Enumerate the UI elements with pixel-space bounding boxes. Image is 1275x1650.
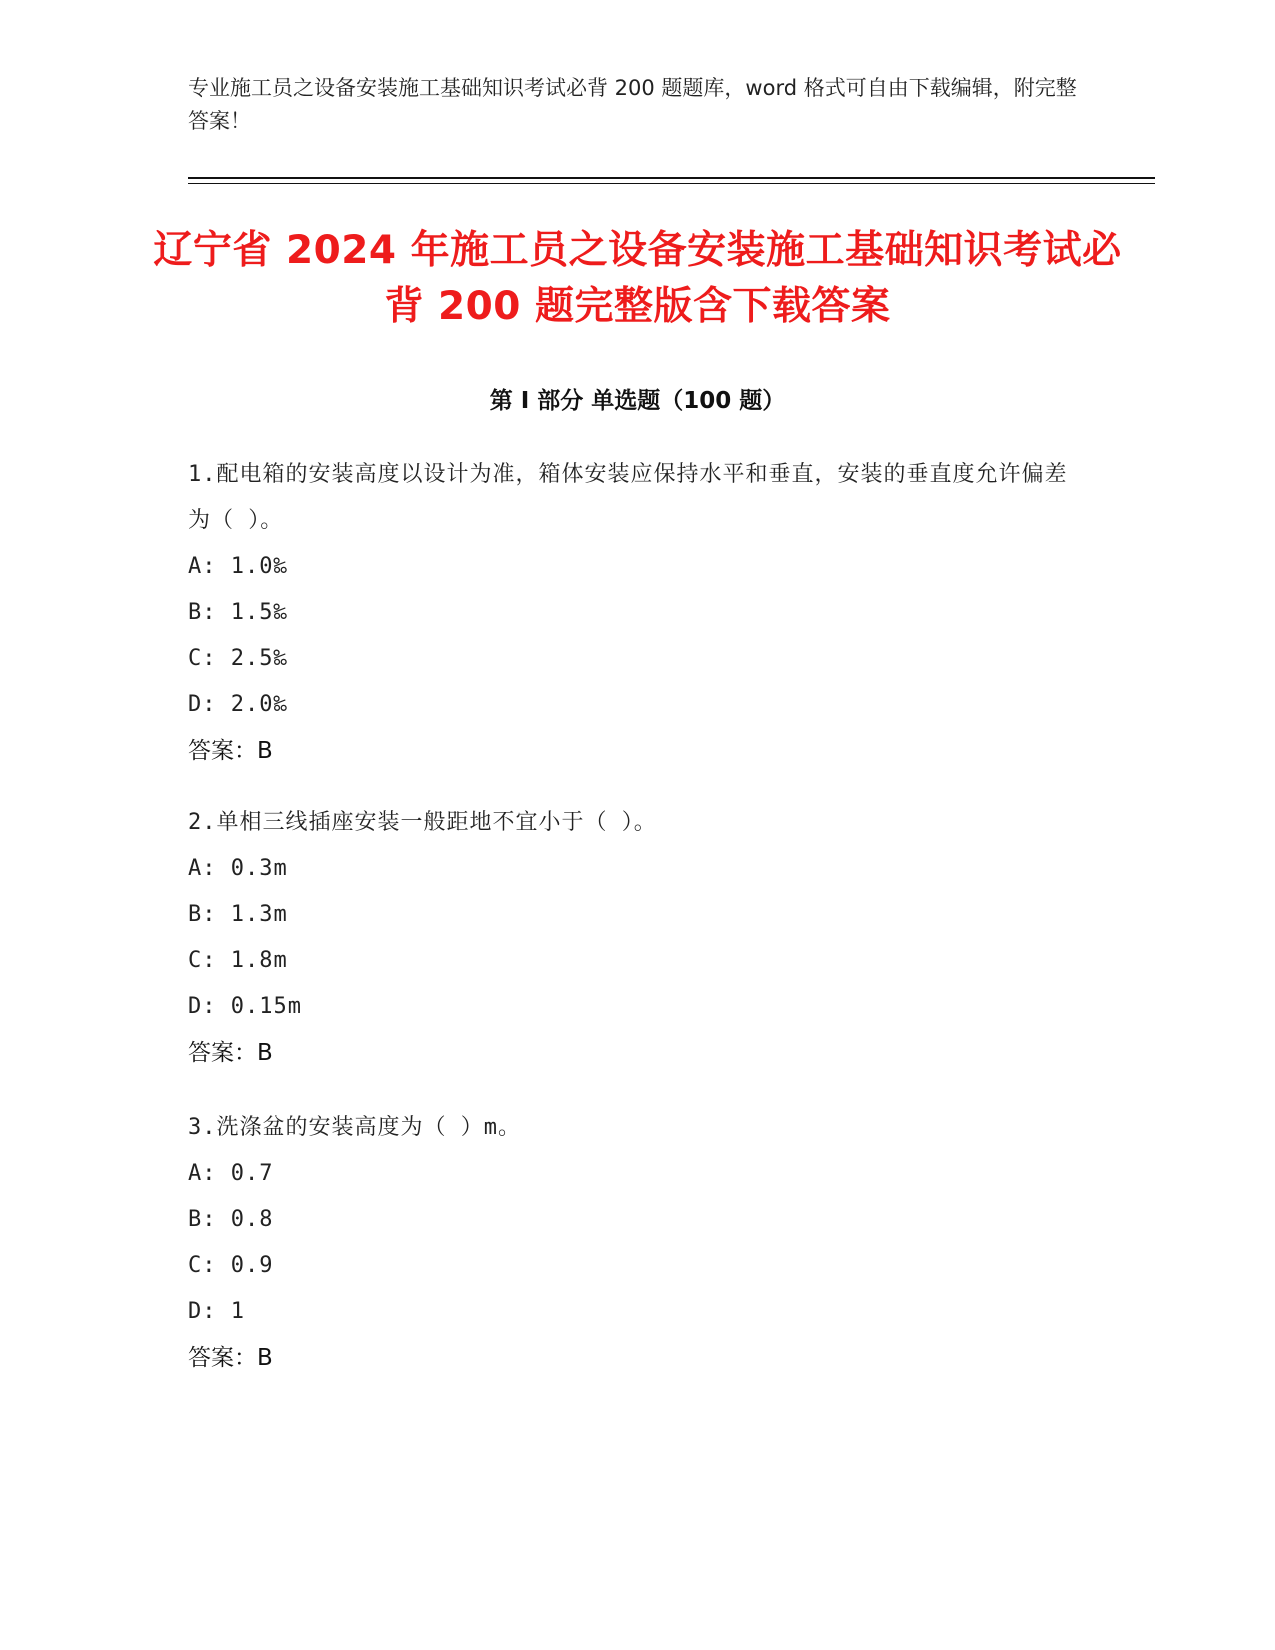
option-d: D: 1 [188, 1299, 245, 1324]
question-stem: 3.洗涤盆的安装高度为（ ）m。 [188, 1115, 521, 1140]
header-rule-thin [188, 183, 1155, 184]
option-b: B: 1.3m [188, 902, 288, 927]
option-d: D: 0.15m [188, 994, 302, 1019]
option-d: D: 2.0‰ [188, 692, 288, 717]
option-a: A: 1.0‰ [188, 554, 288, 579]
question-block [188, 1105, 1088, 1381]
answer: 答案：B [188, 738, 273, 764]
header-note: 专业施工员之设备安装施工基础知识考试必背 200 题题库，word 格式可自由下载编辑，附完整答案！ [188, 76, 1077, 133]
option-c: C: 1.8m [188, 948, 288, 973]
document-title: 辽宁省 2024 年施工员之设备安装施工基础知识考试必背 200 题完整版含下载答案 [153, 228, 1122, 329]
question-block [188, 800, 1088, 1076]
option-c: C: 2.5‰ [188, 646, 288, 671]
option-a: A: 0.7 [188, 1161, 274, 1186]
option-c: C: 0.9 [188, 1253, 274, 1278]
option-b: B: 0.8 [188, 1207, 274, 1232]
header-rule-thick [188, 177, 1155, 179]
answer: 答案：B [188, 1345, 273, 1371]
question-stem: 2.单相三线插座安装一般距地不宜小于（ ）。 [188, 810, 657, 835]
section-heading: 第 I 部分 单选题（100 题） [489, 388, 786, 414]
question-block [188, 452, 1088, 774]
answer: 答案：B [188, 1040, 273, 1066]
option-b: B: 1.5‰ [188, 600, 288, 625]
question-stem: 1.配电箱的安装高度以设计为准，箱体安装应保持水平和垂直，安装的垂直度允许偏差为（ ）。 [188, 462, 1068, 533]
option-a: A: 0.3m [188, 856, 288, 881]
